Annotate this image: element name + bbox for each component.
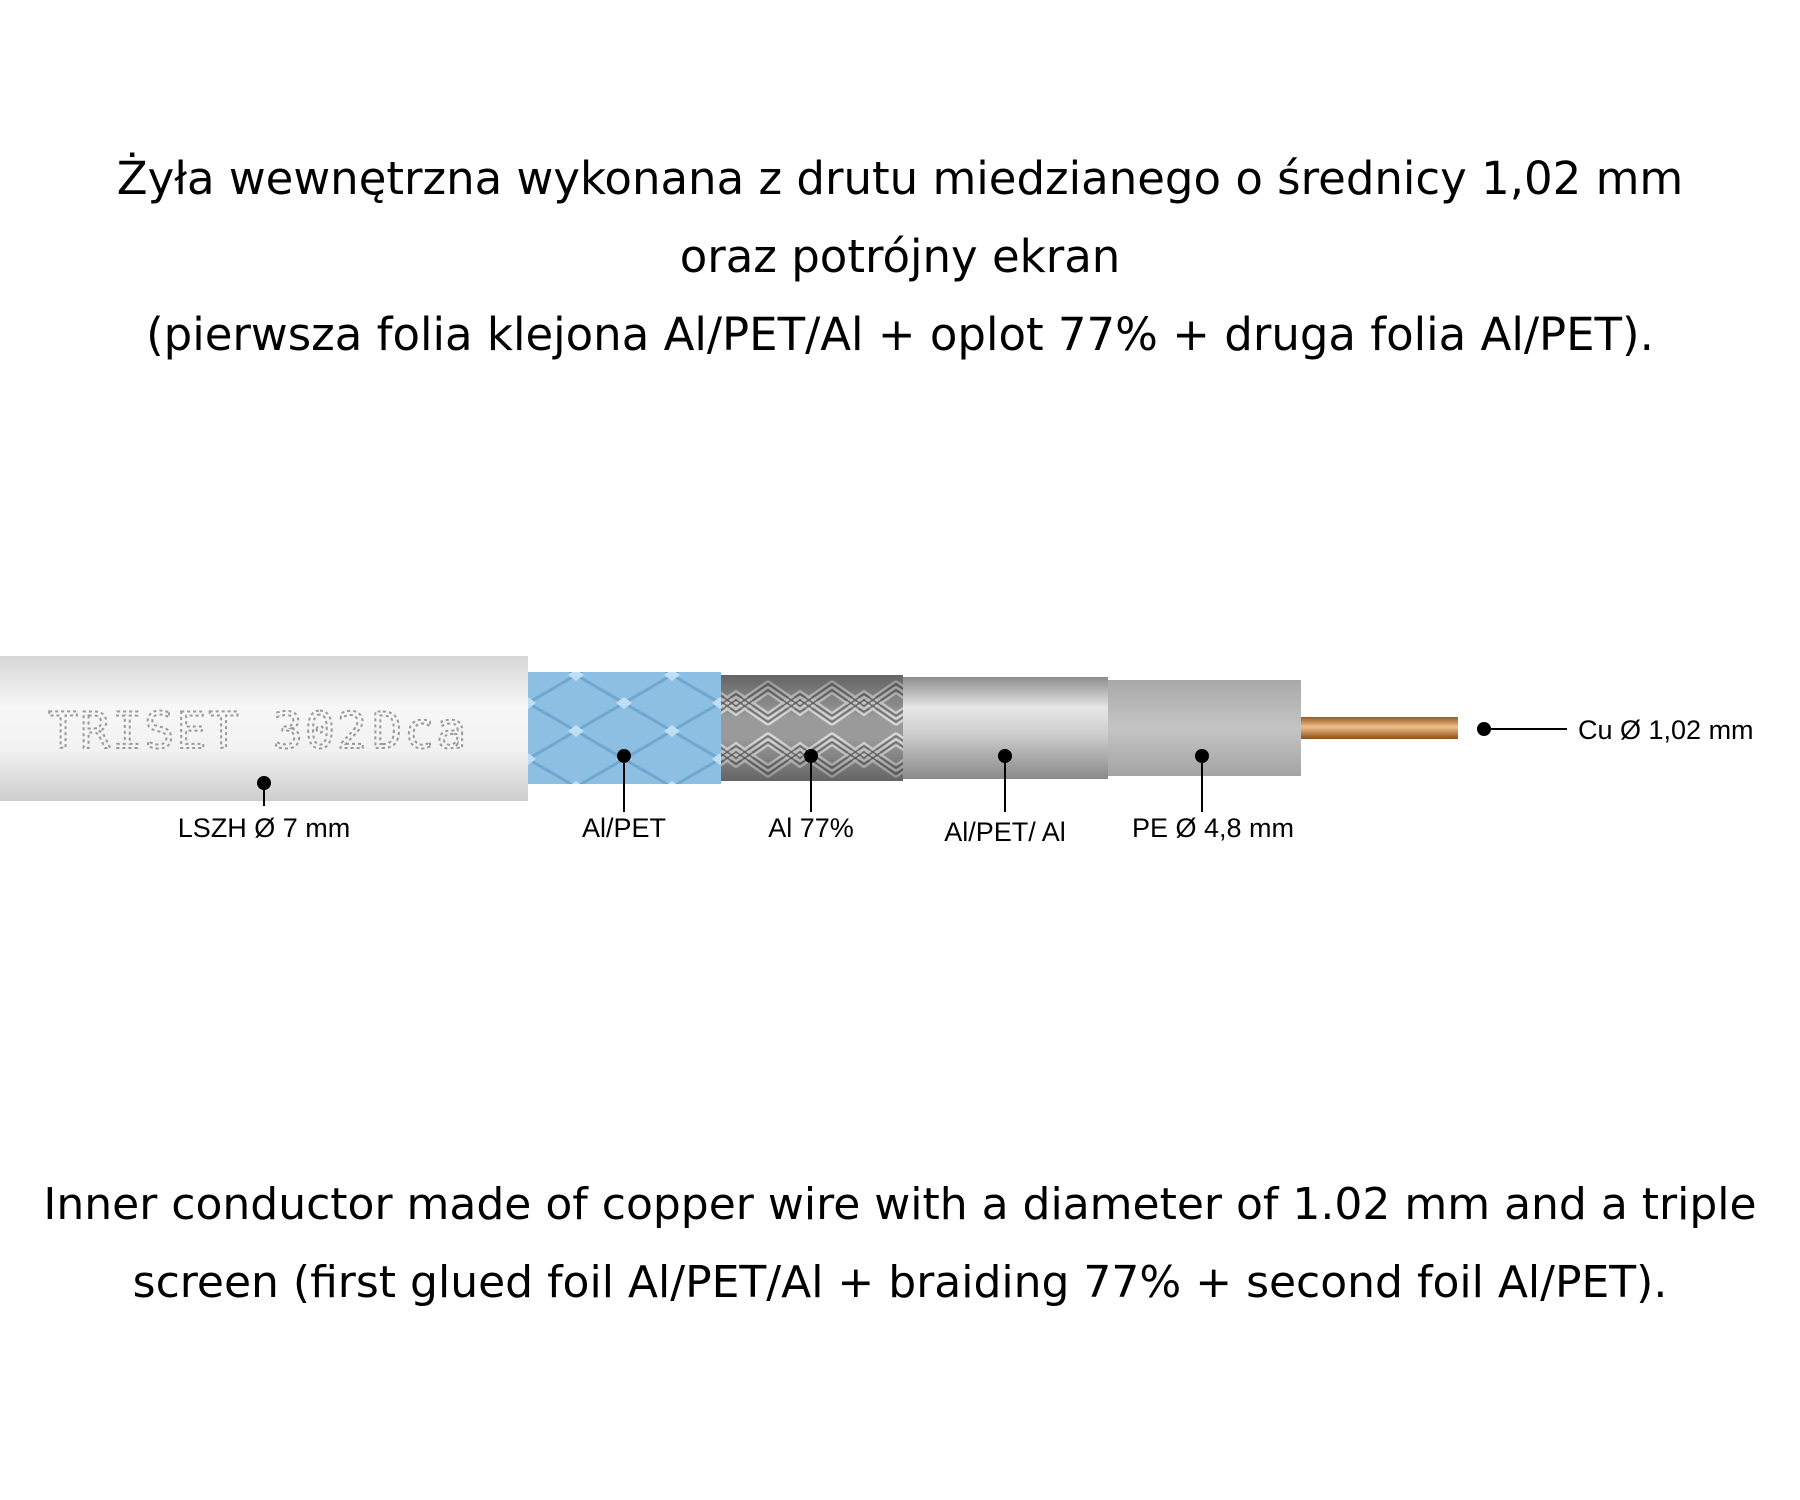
jacket-print-suffix: Dca [372,702,469,760]
label-braid: Al 77% [768,813,854,843]
callout-foil-aluminium [998,749,1012,812]
polish-line-3: (pierwsza folia klejona Al/PET/Al + oplot 77% + druga folia Al/PET). [146,308,1654,361]
polish-line-1: Żyła wewnętrzna wykonana z drutu miedzianego o średnicy 1,02 mm [116,152,1684,205]
polish-description [0,140,1800,374]
callout-copper [1477,722,1567,736]
label-foil-blue: Al/PET [581,813,667,843]
copper-core [1298,717,1458,739]
label-foil-aluminium: Al/PET/ Al [944,817,1066,847]
label-jacket: LSZH Ø 7 mm [177,813,351,843]
polish-line-2: oraz potrójny ekran [679,230,1121,283]
english-line-1: Inner conductor made of copper wire with a diameter of 1.02 mm and a triple [43,1179,1757,1230]
callout-dielectric [1195,749,1209,812]
cable-cross-section-diagram [0,600,1800,880]
label-copper: Cu Ø 1,02 mm [1578,715,1754,745]
english-description [0,1166,1800,1322]
english-line-2: screen (first glued foil Al/PET/Al + braiding 77% + second foil Al/PET). [132,1257,1668,1308]
jacket-print: TRISET 302 [48,702,370,760]
label-dielectric: PE Ø 4,8 mm [1131,813,1295,843]
